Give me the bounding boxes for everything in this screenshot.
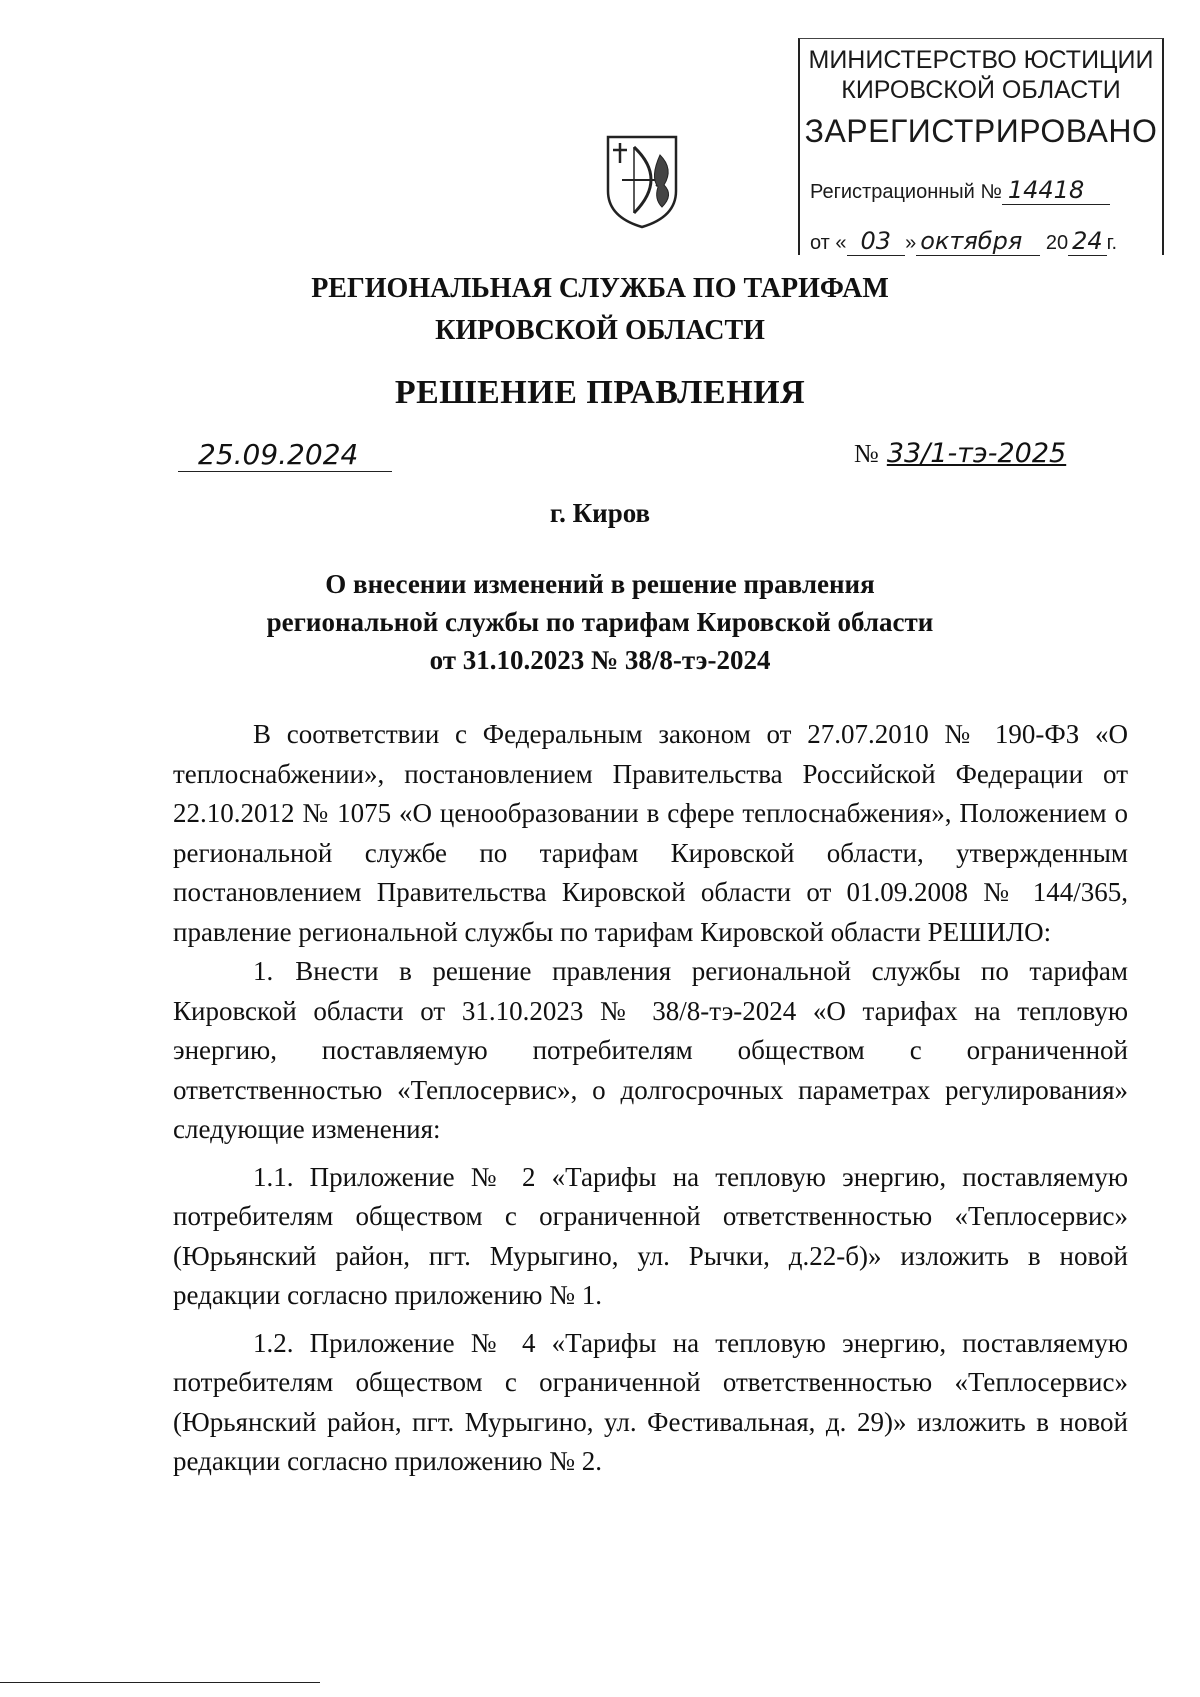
document-type: РЕШЕНИЕ ПРАВЛЕНИЯ: [394, 374, 806, 411]
stamp-reg-number-handwritten: 14418: [1002, 176, 1110, 205]
org-line2: КИРОВСКОЙ ОБЛАСТИ: [435, 315, 765, 346]
stamp-date-suffix: г.: [1106, 232, 1118, 254]
stamp-organization: [800, 45, 1162, 105]
item-1-number: 1.: [253, 956, 274, 986]
item-1-1-paragraph: 1.1. Приложение № 2 «Тарифы на тепловую энергию, поставляемую потребителям обществом с ограниченной ответственностью «Теплосервис» (Юрьянский район, пгт. Мурыгино, ул. Рычки, д.22-б)» изложить в новой редакции согласно приложению № 1.: [173, 1161, 1128, 1310]
stamp-date-year-prefix: 20: [1045, 232, 1069, 254]
stamp-reg-label: Регистрационный №: [810, 181, 1002, 203]
stamp-date: [810, 227, 1117, 255]
decision-date-handwritten: 25.09.2024: [178, 438, 392, 472]
stamp-org-line2: КИРОВСКОЙ ОБЛАСТИ: [841, 76, 1121, 104]
item-1-2-paragraph: 1.2. Приложение № 4 «Тарифы на тепловую энергию, поставляемую потребителям обществом с ограниченной ответственностью «Теплосервис» (Юрьянский район, пгт. Мурыгино, ул. Фестивальная, д. 29)» изложить в новой редакции согласно приложению № 2.: [173, 1327, 1128, 1476]
registration-stamp: [798, 38, 1164, 255]
footer-divider: [0, 1682, 320, 1683]
stamp-date-month: октября: [916, 227, 1040, 256]
stamp-registration-number: [810, 176, 1110, 204]
stamp-org-line1: МИНИСТЕРСТВО ЮСТИЦИИ: [808, 46, 1154, 74]
stamp-date-day: 03: [847, 227, 906, 256]
title-line2: региональной службы по тарифам Кировской области: [266, 607, 934, 637]
stamp-date-mid: »: [905, 232, 917, 254]
number-label: №: [854, 439, 879, 468]
item-1-text: Внести в решение правления региональной службы по тарифам Кировской области от 31.10.2023 № 38/8-тэ-2024 «О тарифах на тепловую энергию, поставляемую потребителям обществом с ограниченной ответственностью «Теплосервис», о долгосрочных параметрах регулирования» следующие изменения:: [173, 956, 1128, 1144]
preamble-paragraph: В соответствии с Федеральным законом от 27.07.2010 № 190-ФЗ «О теплоснабжении», постановлением Правительства Российской Федерации от 22.10.2012 № 1075 «О ценообразовании в сфере теплоснабжения», Положением о региональной службе по тарифам Кировской области, утвержденным постановлением Правительства Кировской области от 01.09.2008 № 144/365, правление региональной службы по тарифам Кировской области РЕШИЛО:: [173, 719, 1128, 947]
stamp-date-year: 24: [1068, 227, 1107, 256]
document-body: [173, 715, 1128, 1490]
decision-number-handwritten: 33/1-тэ-2025: [886, 438, 1067, 469]
stamp-status: ЗАРЕГИСТРИРОВАНО: [804, 113, 1158, 149]
decision-number: [854, 438, 1066, 469]
coat-of-arms-icon: [604, 133, 680, 229]
item-1-paragraph: [173, 952, 1128, 1150]
title-line3: от 31.10.2023 № 38/8-тэ-2024: [429, 645, 771, 675]
city: г. Киров: [549, 498, 651, 528]
title-line1: О внесении изменений в решение правления: [325, 569, 875, 599]
organization-name: [0, 268, 1200, 352]
org-line1: РЕГИОНАЛЬНАЯ СЛУЖБА ПО ТАРИФАМ: [311, 273, 889, 304]
stamp-date-prefix: от «: [810, 232, 847, 254]
document-title: [0, 565, 1200, 679]
